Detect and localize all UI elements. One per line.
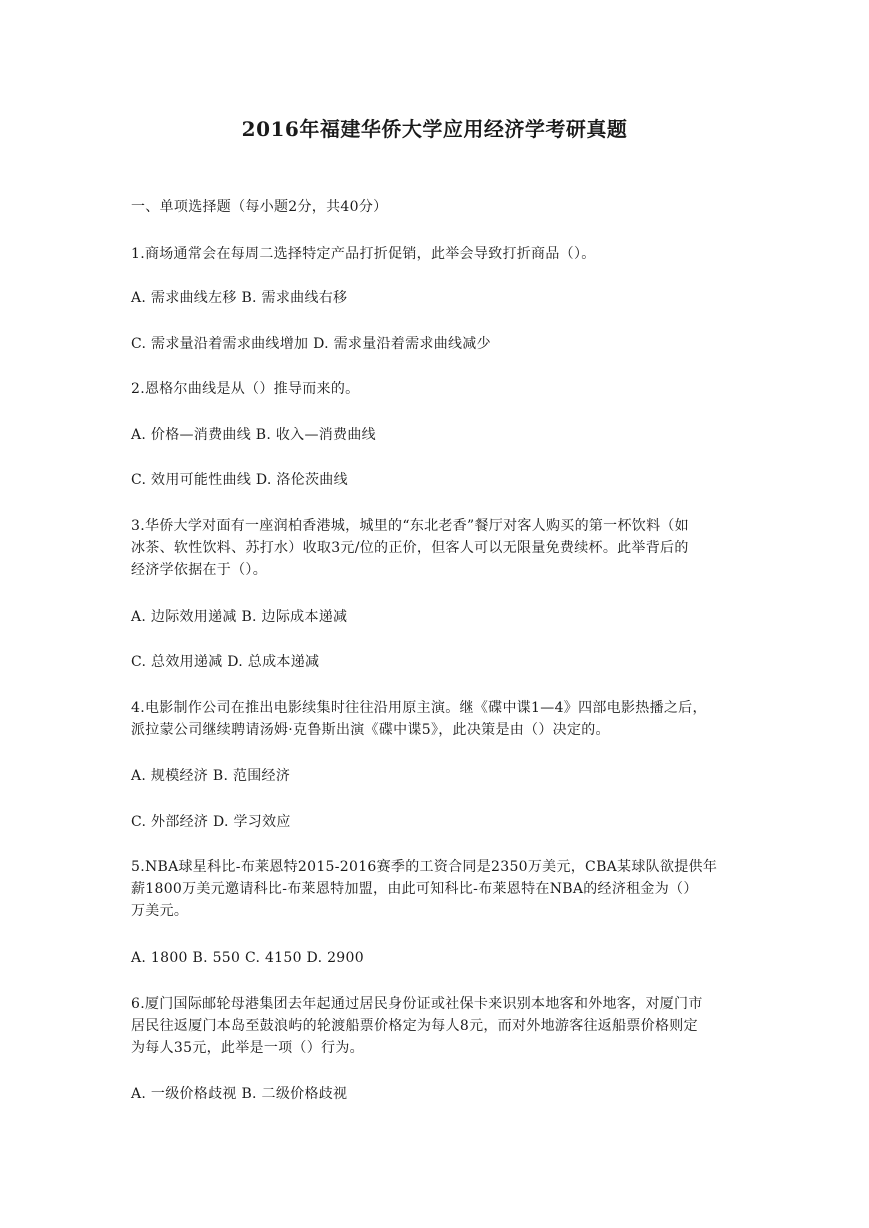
question-2-options-cd: C. 效用可能性曲线 D. 洛伦茨曲线 xyxy=(131,472,348,488)
question-5-stem-line-3: 万美元。 xyxy=(131,903,189,919)
question-5-stem-line-1: 5.NBA球星科比-布莱恩特2015-2016赛季的工资合同是2350万美元，CBA某球队欲提供年 xyxy=(131,859,718,875)
question-2-options-ab: A. 价格—消费曲线 B. 收入—消费曲线 xyxy=(131,427,376,443)
question-4-stem-line-2: 派拉蒙公司继续聘请汤姆·克鲁斯出演《碟中谍5》，此决策是由（）决定的。 xyxy=(131,722,610,738)
question-1-options-ab: A. 需求曲线左移 B. 需求曲线右移 xyxy=(131,290,348,306)
question-4-options-ab: A. 规模经济 B. 范围经济 xyxy=(131,768,291,784)
question-6-stem-line-2: 居民往返厦门本岛至鼓浪屿的轮渡船票价格定为每人8元，而对外地游客往返船票价格则定 xyxy=(131,1018,698,1034)
question-5-stem-line-2: 薪1800万美元邀请科比-布莱恩特加盟，由此可知科比-布莱恩特在NBA的经济租金为（） xyxy=(131,881,698,897)
question-6-stem-line-1: 6.厦门国际邮轮母港集团去年起通过居民身份证或社保卡来识别本地客和外地客，对厦门市 xyxy=(131,996,703,1012)
question-3-options-cd: C. 总效用递减 D. 总成本递减 xyxy=(131,654,320,670)
question-3-options-ab: A. 边际效用递减 B. 边际成本递减 xyxy=(131,609,348,625)
question-4-stem-line-1: 4.电影制作公司在推出电影续集时往往沿用原主演。继《碟中谍1—4》四部电影热播之后， xyxy=(131,700,707,716)
question-6-stem xyxy=(131,993,743,1059)
question-3-stem xyxy=(131,515,743,581)
question-3-stem-line-2: 冰茶、软性饮料、苏打水）收取3元/位的正价，但客人可以无限量免费续杯。此举背后的 xyxy=(131,540,689,556)
question-3-stem-line-3: 经济学依据在于（）。 xyxy=(131,562,267,578)
question-4-stem xyxy=(131,697,743,741)
question-2-stem: 2.恩格尔曲线是从（）推导而来的。 xyxy=(131,381,360,397)
question-4-options-cd: C. 外部经济 D. 学习效应 xyxy=(131,814,291,830)
question-5-options: A. 1800 B. 550 C. 4150 D. 2900 xyxy=(131,950,364,966)
question-1-stem: 1.商场通常会在每周二选择特定产品打折促销，此举会导致打折商品（）。 xyxy=(131,246,596,262)
question-5-stem xyxy=(131,856,743,922)
question-6-stem-line-3: 为每人35元，此举是一项（）行为。 xyxy=(131,1040,364,1056)
question-1-options-cd: C. 需求量沿着需求曲线增加 D. 需求量沿着需求曲线减少 xyxy=(131,336,491,352)
question-6-options-ab: A. 一级价格歧视 B. 二级价格歧视 xyxy=(131,1086,348,1102)
section-heading: 一、单项选择题（每小题2分，共40分） xyxy=(131,199,388,215)
document-title: 2016年福建华侨大学应用经济学考研真题 xyxy=(241,117,628,141)
question-3-stem-line-1: 3.华侨大学对面有一座润柏香港城，城里的“东北老香”餐厅对客人购买的第一杯饮料（如 xyxy=(131,518,689,534)
